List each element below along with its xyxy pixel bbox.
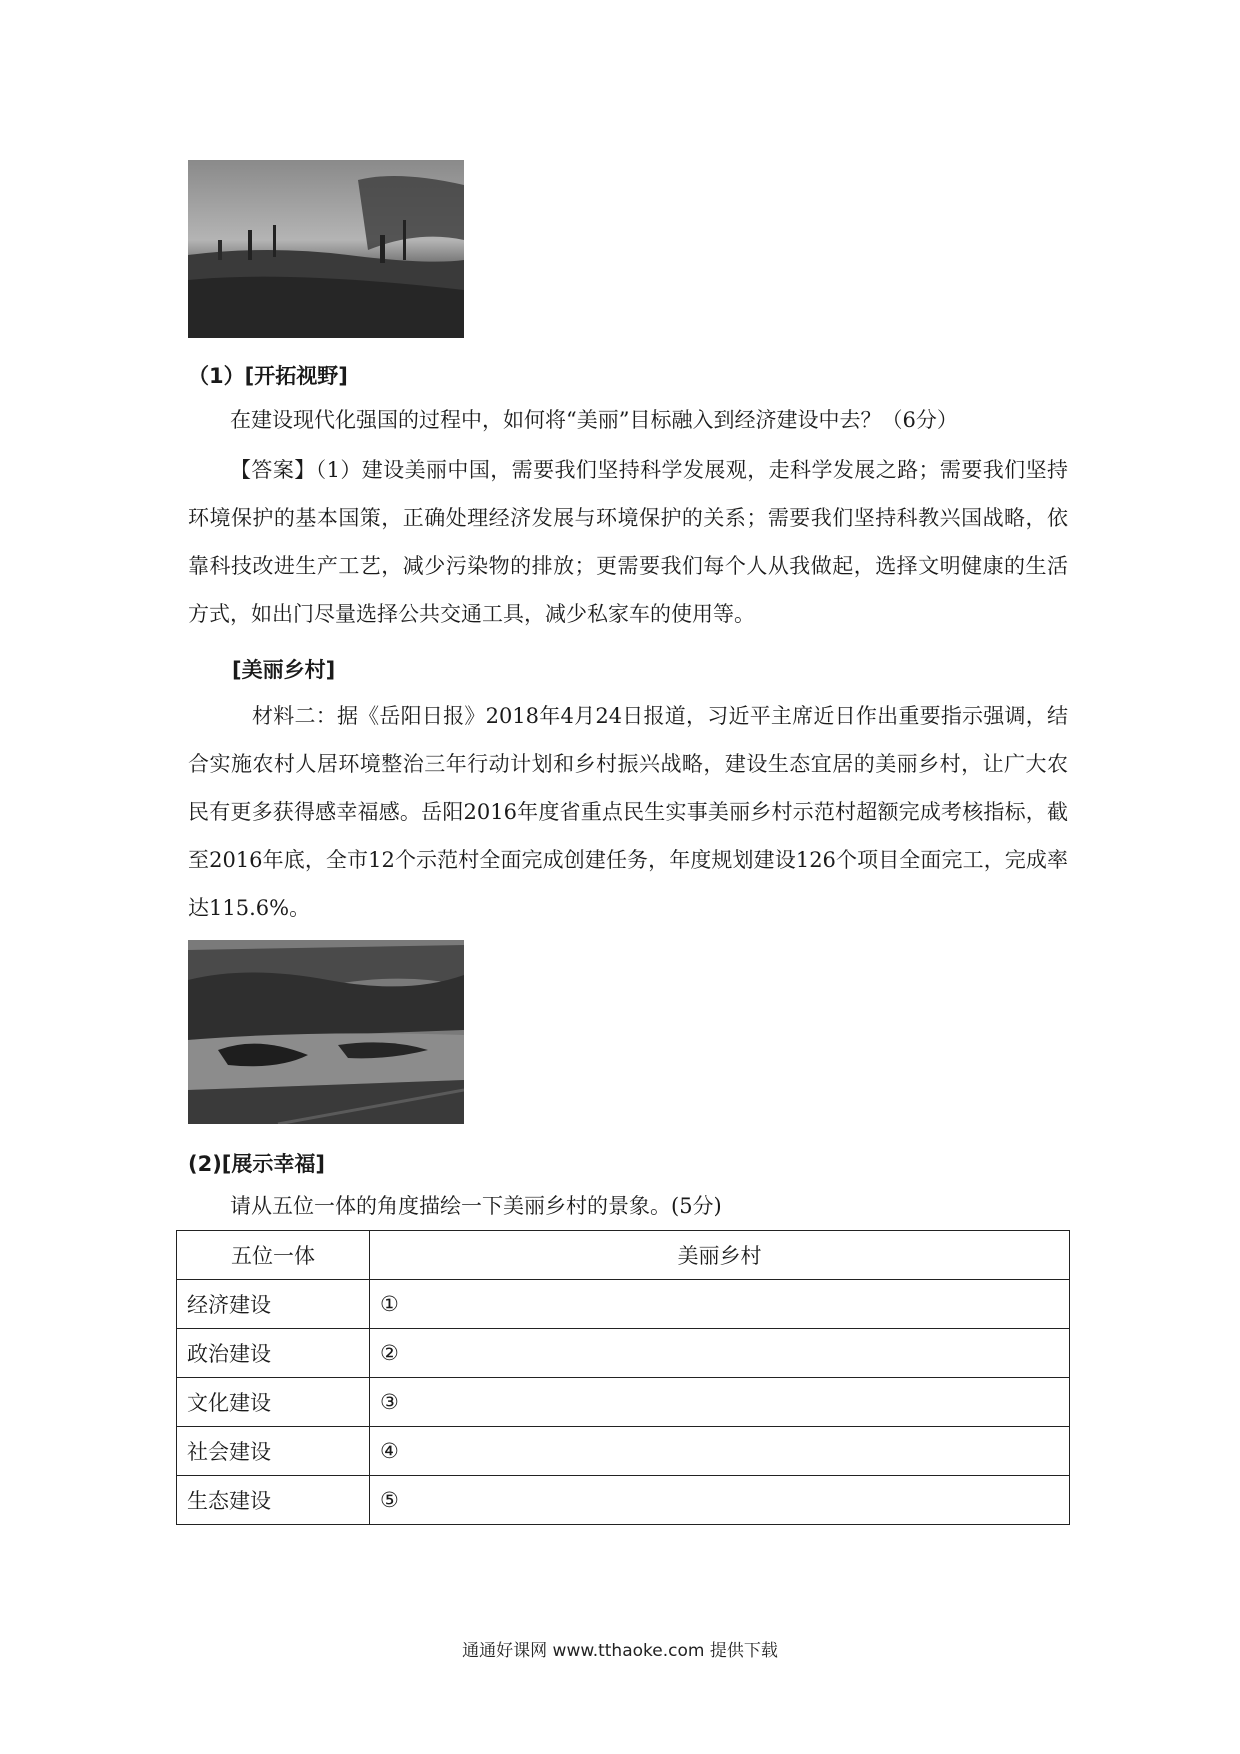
table-header-row: [177, 1231, 1070, 1280]
section1-question: 在建设现代化强国的过程中，如何将“美丽”目标融入到经济建设中去？（6分）: [230, 408, 958, 432]
table-row: [177, 1427, 1070, 1476]
table-header-village: 美丽乡村: [370, 1231, 1070, 1280]
table-row: [177, 1280, 1070, 1329]
table-row: [177, 1378, 1070, 1427]
table-row: [177, 1329, 1070, 1378]
village-heading: [美丽乡村]: [232, 658, 336, 682]
table-cell-answer: ②: [370, 1329, 1070, 1378]
landscape-photo-2: [188, 940, 464, 1124]
landscape-photo-1: [188, 160, 464, 338]
answer-text: 【答案】（1）建设美丽中国，需要我们坚持科学发展观，走科学发展之路；需要我们坚持环境保护的基本国策，正确处理经济发展与环境保护的关系；需要我们坚持科教兴国战略，依靠科技改进生产工艺，减少污染物的排放；更需要我们每个人从我做起，选择文明健康的生活方式，如出门尽量选择公共交通工具，减少私家车的使用等。: [188, 458, 1068, 626]
table-cell-aspect: 政治建设: [177, 1329, 370, 1378]
section2-question: 请从五位一体的角度描绘一下美丽乡村的景象。(5分): [230, 1194, 722, 1218]
table-cell-answer: ①: [370, 1280, 1070, 1329]
section1-heading: （1）[开拓视野]: [188, 364, 348, 388]
table-cell-answer: ③: [370, 1378, 1070, 1427]
table-cell-aspect: 生态建设: [177, 1476, 370, 1525]
table-cell-answer: ④: [370, 1427, 1070, 1476]
five-in-one-table: [176, 1230, 1070, 1525]
table-header-aspect: 五位一体: [177, 1231, 370, 1280]
section2-heading: (2)[展示幸福]: [188, 1152, 326, 1176]
table-cell-aspect: 社会建设: [177, 1427, 370, 1476]
table-row: [177, 1476, 1070, 1525]
material-two-text: 材料二：据《岳阳日报》2018年4月24日报道，习近平主席近日作出重要指示强调，结合实施农村人居环境整治三年行动计划和乡村振兴战略，建设生态宜居的美丽乡村，让广大农民有更多获得感幸福感。岳阳2016年度省重点民生实事美丽乡村示范村超额完成考核指标，截至2016年底，全市12个示范村全面完成创建任务，年度规划建设126个项目全面完工，完成率达115.6%。: [188, 704, 1068, 920]
footer-download-note: 通通好课网 www.tthaoke.com 提供下载: [462, 1641, 778, 1661]
table-cell-aspect: 文化建设: [177, 1378, 370, 1427]
table-cell-aspect: 经济建设: [177, 1280, 370, 1329]
table-cell-answer: ⑤: [370, 1476, 1070, 1525]
